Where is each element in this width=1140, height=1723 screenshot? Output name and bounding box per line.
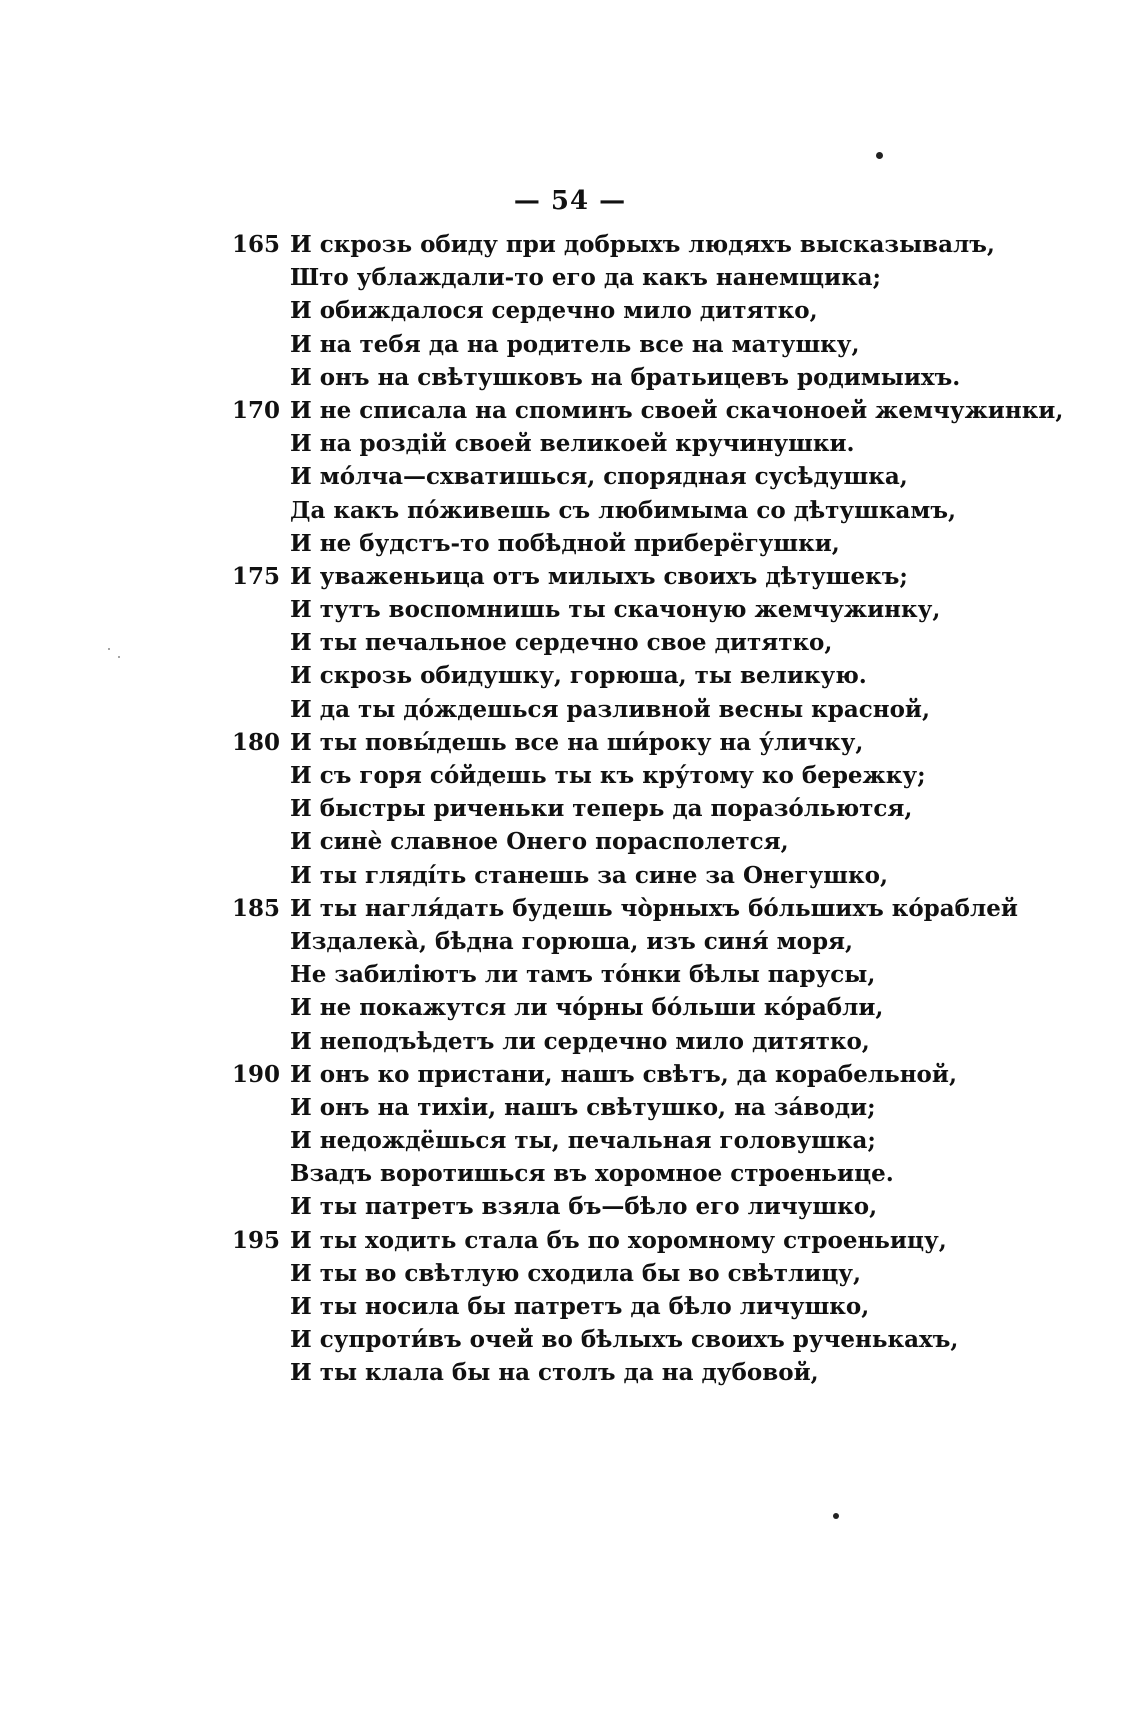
- line-text: И не покажутся ли чóрны бóльши кóрабли,: [290, 994, 884, 1022]
- line-text: Взадъ воротишься въ хоромное строеньице.: [290, 1160, 894, 1188]
- line-number: 165: [232, 231, 281, 258]
- line-text: И да ты дóждешься разливной весны красной,: [290, 695, 931, 723]
- line-text: И тутъ воспомнишь ты скачоную жемчужинку,: [290, 596, 941, 624]
- verse-block: [232, 228, 1064, 1390]
- line-text: И ты патретъ взяла бъ—бѣло его личушко,: [290, 1193, 878, 1221]
- line-text: И скрозь обидушку, горюша, ты великую.: [290, 662, 867, 690]
- line-text: И уваженьица отъ милыхъ своихъ дѣтушекъ;: [290, 562, 908, 590]
- line-text: И синѐ славное Онего порасполется,: [290, 828, 789, 856]
- verse-line: [232, 991, 1012, 1024]
- line-text: И ты печальное сердечно свое дитятко,: [290, 629, 833, 657]
- verse-line: [232, 427, 1012, 460]
- line-number: 170: [232, 396, 281, 424]
- verse-line: [232, 527, 1012, 560]
- verse-line: [232, 759, 1012, 792]
- verse-line: [232, 1157, 1012, 1190]
- line-text: И не будстъ-то побѣдной приберёгушки,: [290, 529, 840, 557]
- verse-line: [232, 294, 1012, 327]
- line-text: И ты клала бы на столъ да на дубовой,: [290, 1359, 819, 1387]
- line-text: И съ горя сóйдешь ты къ кру́тому ко бережку;: [290, 762, 926, 789]
- verse-line: [232, 1058, 1012, 1091]
- line-text: Издалекà, бѣдна горюша, изъ синя́ моря,: [290, 927, 854, 955]
- verse-line: [232, 925, 1012, 958]
- line-text: И обиждалося сердечно мило дитятко,: [290, 297, 818, 325]
- verse-line: [232, 1356, 1012, 1389]
- line-text: И ты носила бы патретъ да бѣло личушко,: [290, 1293, 870, 1320]
- page-number: — 54 —: [513, 186, 627, 216]
- verse-line: [232, 361, 1012, 394]
- verse-line: [232, 460, 1012, 493]
- line-text: И на тебя да на родитель все на матушку,: [290, 330, 860, 358]
- line-text: И онъ на свѣтушковъ на братьицевъ родимыихъ.: [290, 363, 961, 391]
- line-text: И онъ ко пристани, нашъ свѣтъ, да корабельной,: [290, 1060, 957, 1088]
- line-text: И скрозь обиду при добрыхъ людяхъ высказывалъ,: [290, 231, 995, 258]
- line-text: Не забиліютъ ли тамъ тóнки бѣлы парусы,: [290, 961, 876, 989]
- verse-line: [232, 1290, 1012, 1323]
- ink-speck: [108, 648, 110, 650]
- line-text: И на роздій своей великоей кручинушки.: [290, 430, 855, 458]
- verse-line: [232, 892, 1018, 925]
- line-text: И ты глядíть станешь за сине за Онегушко,: [290, 861, 888, 889]
- verse-line: [232, 693, 1012, 726]
- verse-line: [232, 1124, 1012, 1157]
- verse-line: [232, 859, 1012, 892]
- line-text: Што ублаждали-то его да какъ нанемщика;: [290, 264, 882, 292]
- line-text: Да какъ пóживешь съ любимыма со дѣтушкамъ,: [290, 496, 957, 524]
- line-number: 180: [232, 728, 281, 756]
- verse-line: [232, 1190, 1012, 1223]
- line-text: И недождёшься ты, печальная головушка;: [290, 1127, 876, 1155]
- line-text: И ты повы́дешь все на ши́року на у́личку,: [290, 728, 864, 756]
- ink-speck: [118, 656, 120, 658]
- line-text: И онъ на тихіи, нашъ свѣтушко, на зáводи;: [290, 1093, 876, 1121]
- verse-line: [232, 1091, 1012, 1124]
- ink-speck: [876, 152, 883, 159]
- line-number: 175: [232, 562, 281, 590]
- line-text: И ты во свѣтлую сходила бы во свѣтлицу,: [290, 1259, 862, 1287]
- verse-line: [232, 1025, 1012, 1058]
- line-number: 190: [232, 1060, 281, 1088]
- line-text: И неподъѣдетъ ли сердечно мило дитятко,: [290, 1027, 870, 1055]
- verse-line: [232, 1323, 1012, 1356]
- verse-line: [232, 1224, 1012, 1257]
- verse-line: [232, 394, 1064, 427]
- verse-line: [232, 659, 1012, 692]
- verse-line: [232, 958, 1012, 991]
- verse-line: [232, 560, 1012, 593]
- line-text: И супроти́въ очей во бѣлыхъ своихъ рученькахъ,: [290, 1326, 959, 1354]
- verse-line: [232, 593, 1012, 626]
- line-text: И мóлча—схватишься, спорядная сусѣдушка,: [290, 463, 908, 491]
- verse-line: [232, 726, 1012, 759]
- verse-line: [232, 261, 1012, 294]
- line-text: И не списала на споминъ своей скачоноей жемчужинки,: [290, 396, 1064, 424]
- line-number: 185: [232, 894, 281, 922]
- ink-speck: [833, 1513, 839, 1519]
- verse-line: [232, 626, 1012, 659]
- verse-line: [232, 328, 1012, 361]
- line-number: 195: [232, 1226, 281, 1254]
- verse-line: [232, 825, 1012, 858]
- line-text: И ты ходить стала бъ по хоромному строеньицу,: [290, 1226, 947, 1254]
- verse-line: [232, 1257, 1012, 1290]
- line-text: И ты нагля́дать будешь чòрныхъ бóльшихъ кóраблей: [290, 894, 1018, 922]
- line-text: И быстры риченьки теперь да поразóльются,: [290, 795, 913, 823]
- verse-line: [232, 228, 1012, 261]
- verse-line: [232, 792, 1012, 825]
- verse-line: [232, 494, 1012, 527]
